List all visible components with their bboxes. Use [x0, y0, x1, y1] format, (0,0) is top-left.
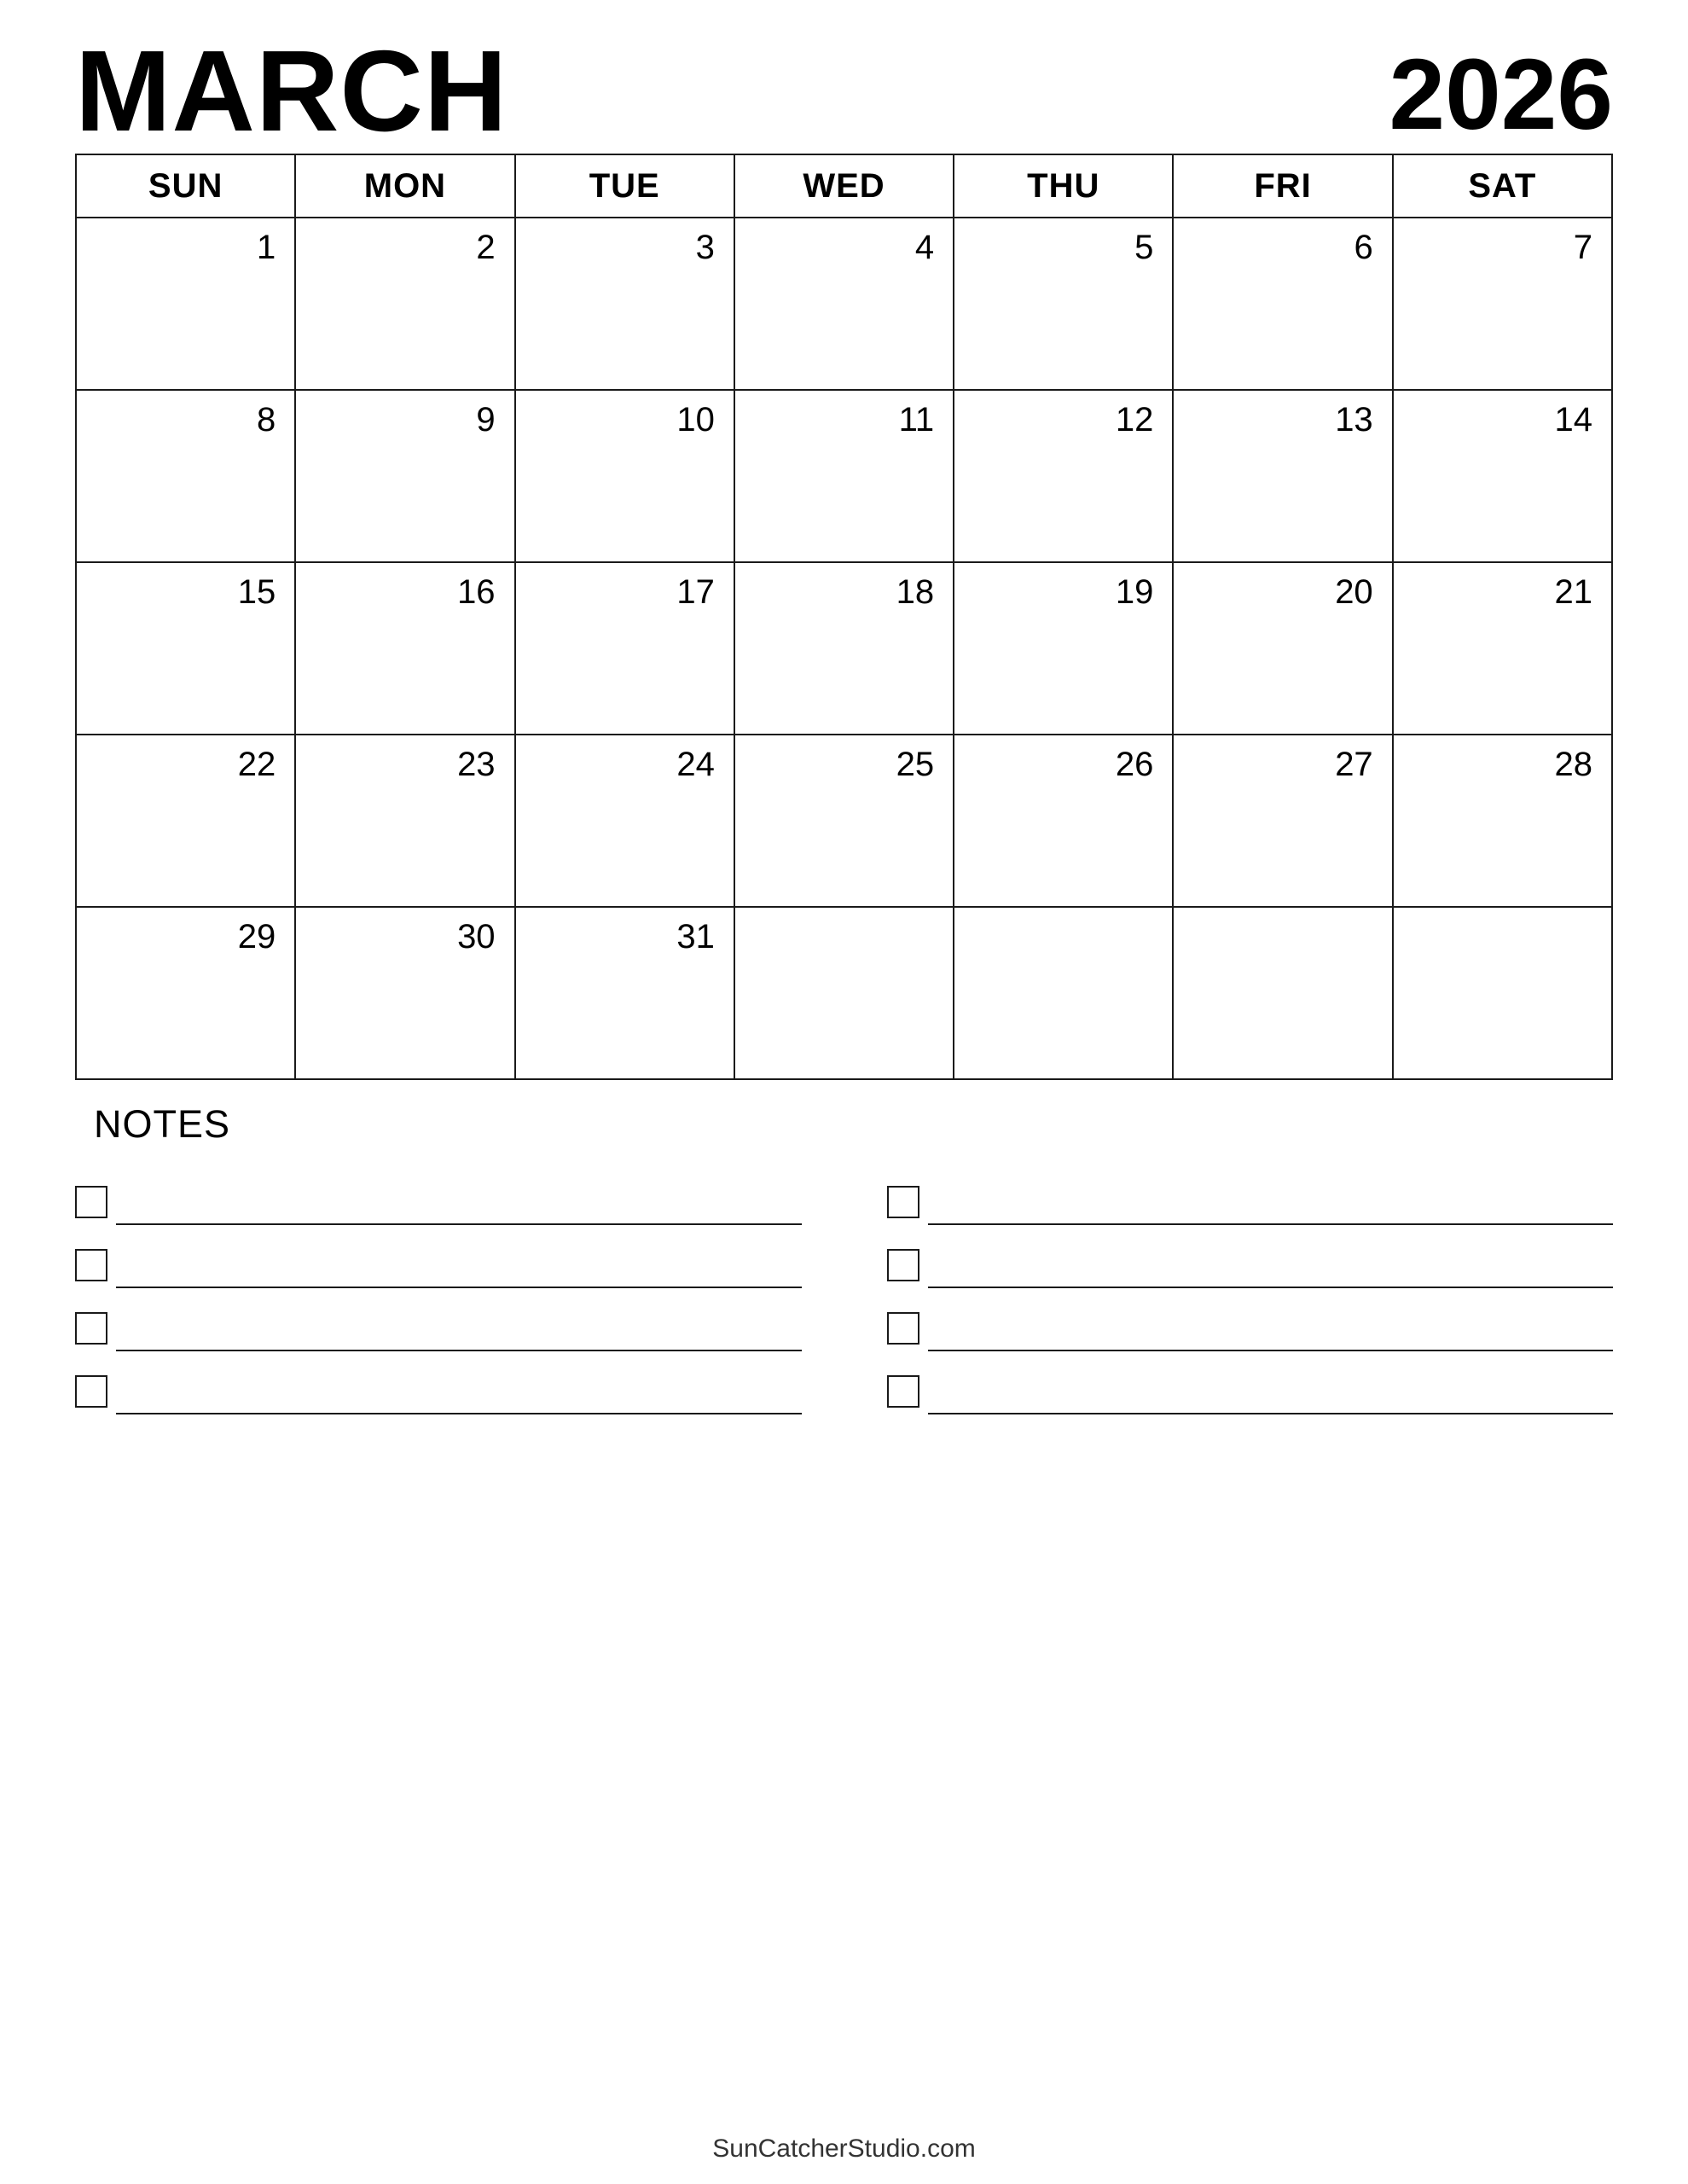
notes-heading: NOTES [94, 1102, 231, 1146]
day-number: 22 [237, 746, 276, 783]
week-row [76, 218, 1612, 390]
day-number: 6 [1354, 229, 1373, 266]
day-number: 21 [1554, 573, 1592, 611]
day-number: 11 [898, 401, 935, 439]
note-line[interactable] [887, 1162, 1614, 1225]
day-number: 14 [1554, 401, 1592, 439]
day-cell[interactable] [295, 390, 514, 562]
day-cell[interactable] [76, 735, 295, 907]
weekday-header-tue: TUE [515, 154, 734, 218]
checkbox-icon[interactable] [887, 1375, 919, 1408]
note-line[interactable] [887, 1288, 1614, 1351]
day-cell[interactable] [76, 562, 295, 735]
week-row [76, 562, 1612, 735]
checkbox-icon[interactable] [887, 1186, 919, 1218]
note-line[interactable] [887, 1225, 1614, 1288]
day-number: 5 [1134, 229, 1154, 266]
note-line[interactable] [75, 1288, 802, 1351]
note-write-line[interactable] [116, 1349, 802, 1351]
day-number: 7 [1573, 229, 1592, 266]
year-title: 2026 [1389, 38, 1613, 151]
notes-column-right [887, 1162, 1614, 1414]
checkbox-icon[interactable] [75, 1249, 107, 1281]
day-number: 13 [1335, 401, 1373, 439]
weekday-header-mon: MON [295, 154, 514, 218]
day-number: 20 [1335, 573, 1373, 611]
weekday-header-sat: SAT [1393, 154, 1612, 218]
week-row [76, 735, 1612, 907]
month-grid [75, 154, 1613, 1080]
day-cell[interactable] [1173, 218, 1392, 390]
day-number [1394, 908, 1611, 920]
notes-columns [75, 1162, 1613, 1414]
day-cell[interactable] [1393, 562, 1612, 735]
day-number: 15 [237, 573, 276, 611]
day-cell[interactable] [515, 562, 734, 735]
weekday-header-sun: SUN [76, 154, 295, 218]
day-cell[interactable] [954, 907, 1173, 1079]
note-line[interactable] [75, 1162, 802, 1225]
weekday-header-wed: WED [734, 154, 954, 218]
note-line[interactable] [887, 1351, 1614, 1414]
day-cell[interactable] [1393, 218, 1612, 390]
day-number: 1 [257, 229, 276, 266]
day-number: 27 [1335, 746, 1373, 783]
page-title [75, 0, 1613, 154]
day-number: 26 [1115, 746, 1154, 783]
day-number: 17 [676, 573, 715, 611]
day-cell[interactable] [515, 907, 734, 1079]
day-cell[interactable] [1173, 735, 1392, 907]
day-cell[interactable] [1173, 562, 1392, 735]
day-number: 16 [457, 573, 496, 611]
day-cell[interactable] [295, 218, 514, 390]
note-write-line[interactable] [928, 1412, 1614, 1414]
day-number [1174, 908, 1391, 920]
day-cell[interactable] [295, 562, 514, 735]
note-write-line[interactable] [928, 1349, 1614, 1351]
day-number: 18 [896, 573, 935, 611]
checkbox-icon[interactable] [75, 1375, 107, 1408]
day-number: 24 [676, 746, 715, 783]
day-cell[interactable] [1173, 390, 1392, 562]
day-cell[interactable] [515, 735, 734, 907]
week-row [76, 907, 1612, 1079]
day-cell[interactable] [1393, 390, 1612, 562]
day-cell[interactable] [954, 562, 1173, 735]
weekday-header-fri: FRI [1173, 154, 1392, 218]
day-cell[interactable] [734, 218, 954, 390]
day-cell[interactable] [1173, 907, 1392, 1079]
day-number: 10 [676, 401, 715, 439]
day-cell[interactable] [734, 735, 954, 907]
weekday-header-thu: THU [954, 154, 1173, 218]
day-number: 9 [476, 401, 496, 439]
day-number [954, 908, 1172, 920]
day-cell[interactable] [954, 218, 1173, 390]
note-write-line[interactable] [116, 1223, 802, 1225]
day-cell[interactable] [515, 218, 734, 390]
weekday-header-row [76, 154, 1612, 218]
day-number [735, 908, 953, 920]
day-number: 25 [896, 746, 935, 783]
day-number: 19 [1115, 573, 1154, 611]
note-write-line[interactable] [928, 1223, 1614, 1225]
notes-section [75, 1102, 1613, 1414]
notes-column-left [75, 1162, 802, 1414]
day-number: 28 [1554, 746, 1592, 783]
day-cell[interactable] [734, 390, 954, 562]
note-write-line[interactable] [116, 1286, 802, 1288]
day-number: 2 [476, 229, 496, 266]
checkbox-icon[interactable] [75, 1312, 107, 1345]
day-cell[interactable] [295, 907, 514, 1079]
week-row [76, 390, 1612, 562]
day-cell[interactable] [954, 735, 1173, 907]
note-line[interactable] [75, 1225, 802, 1288]
day-cell[interactable] [76, 218, 295, 390]
day-number: 31 [676, 918, 715, 956]
day-cell[interactable] [1393, 907, 1612, 1079]
day-cell[interactable] [76, 907, 295, 1079]
day-cell[interactable] [954, 390, 1173, 562]
day-number: 23 [457, 746, 496, 783]
footer-credit: SunCatcherStudio.com [712, 2135, 976, 2163]
day-cell[interactable] [1393, 735, 1612, 907]
day-number: 29 [237, 918, 276, 956]
day-cell[interactable] [76, 390, 295, 562]
day-cell[interactable] [515, 390, 734, 562]
checkbox-icon[interactable] [75, 1186, 107, 1218]
day-cell[interactable] [734, 562, 954, 735]
day-number: 30 [457, 918, 496, 956]
day-cell[interactable] [734, 907, 954, 1079]
day-number: 3 [695, 229, 715, 266]
checkbox-icon[interactable] [887, 1249, 919, 1281]
day-cell[interactable] [295, 735, 514, 907]
day-number: 12 [1115, 401, 1154, 439]
month-title: MARCH [75, 26, 508, 155]
note-line[interactable] [75, 1351, 802, 1414]
checkbox-icon[interactable] [887, 1312, 919, 1345]
day-number: 4 [914, 229, 935, 266]
day-number: 8 [257, 401, 276, 439]
note-write-line[interactable] [116, 1412, 802, 1414]
note-write-line[interactable] [928, 1286, 1614, 1288]
